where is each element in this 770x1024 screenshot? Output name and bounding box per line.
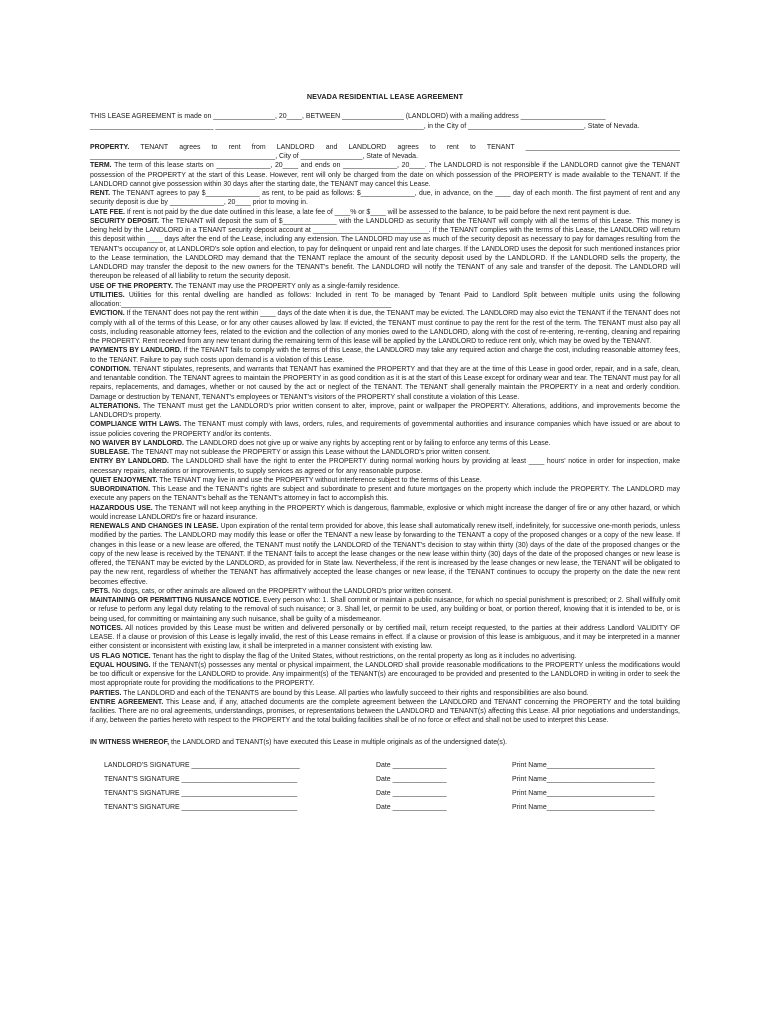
section-heading: COMPLIANCE WITH LAWS. xyxy=(90,421,182,429)
lease-section xyxy=(90,476,680,485)
section-heading: QUIET ENJOYMENT. xyxy=(90,476,158,484)
intro-paragraph: THIS LEASE AGREEMENT is made on ________________, 20____, BETWEEN ________________ (LANDLORD) with a mailing address ______________________ ________________________________ ______________________________________________________, in the City of ______________________________, State of Nevada. xyxy=(90,113,640,130)
section-body: All notices provided by this Lease must be written and delivered personally or by certified mail, return receipt requested, to the parties at their address Landlord VALIDITY OF LEASE. If a clause or provision of this Lease is legally invalid, the rest of this Lease remains in effect. If a clause or provision of this lease is ambiguous, and it may be interpreted in a manner either consistent or inconsistent with existing law, it shall be interpreted in a manner consistent with existing law. xyxy=(90,624,680,651)
date-line[interactable]: Date ______________ xyxy=(376,775,447,783)
section-body: This Lease and, if any, attached documents are the complete agreement between the LANDLORD and TENANT concerning the PROPERTY and the total building facilities. There are no oral agreements, understandings, promises, or representations between the LANDLORD and TENANT(s) affecting this Lease. All prior negotiations and understandings, if any, between the parties hereto with respect to the PROPERTY and the total building facilities shall be of no force or effect and shall not be used to interpret this Lease. xyxy=(90,698,680,725)
signature-row xyxy=(104,759,680,773)
section-body: If the TENANT fails to comply with the terms of this Lease, the LANDLORD may take any required action and charge the cost, including reasonable attorney fees, to the TENANT. Failure to pay such costs upon demand is a violation of this Lease. xyxy=(90,347,680,364)
lease-section xyxy=(90,217,680,282)
section-heading: EQUAL HOUSING. xyxy=(90,661,151,669)
section-body: The TENANT agrees to pay $______________ as rent, to be paid as follows: $______________, due, in advance, on the ____ day of each month. The first payment of rent and any security deposit is due by ______________, 20____ prior to moving in. xyxy=(90,190,680,207)
lease-document xyxy=(90,92,680,815)
section-heading: SECURITY DEPOSIT. xyxy=(90,217,160,225)
section-heading: SUBLEASE. xyxy=(90,449,130,456)
section-body: TENANT agrees to rent from LANDLORD and LANDLORD agrees to rent to TENANT ________________________________________ ________________________________________________, City of ________________, State of Nevada. xyxy=(90,143,680,160)
section-heading: HAZARDOUS USE. xyxy=(90,504,153,512)
date-line[interactable]: Date ______________ xyxy=(376,803,447,811)
print-name-line[interactable]: Print Name____________________________ xyxy=(512,761,655,769)
section-heading: UTILITIES. xyxy=(90,291,125,299)
lease-section xyxy=(90,189,680,208)
section-heading: TERM. xyxy=(90,162,112,170)
print-name-line[interactable]: Print Name____________________________ xyxy=(512,803,655,811)
lease-sections xyxy=(90,143,680,726)
section-heading: EVICTION. xyxy=(90,310,125,318)
lease-section xyxy=(90,282,680,291)
section-body: The TENANT may not sublease the PROPERTY or assign this Lease without the LANDLORD's prior written consent. xyxy=(129,449,491,456)
section-body: Upon expiration of the rental term provided for above, this lease shall automatically renew itself, indefinitely, for successive one-month periods, unless modified by the parties. The LANDLORD may modify this lease or offer the TENANT a new lease by forwarding to the TENANT a copy of the proposed changes or a copy of the new lease. If changes in this lease or a new lease are offered, the TENANT must notify the LANDLORD of the TENANT's decision to stay within thirty (30) days of the date of the proposed changes or the copy of the new lease is received by the TENANT. If the TENANT fails to accept the lease changes or the new lease within thirty (30) days of the date of the proposed changes or new lease is offered, the TENANT may be evicted by the LANDLORD, as provided for in State law. Nevertheless, if the rent is increased by the lease changes or new lease, the TENANT will be obligated to pay the new rent, regardless of whether the TENANT has affirmatively accepted the lease changes or new lease, if the TENANT continues to occupy the property on the date the new rent becomes effective. xyxy=(90,523,680,586)
section-body: TENANT stipulates, represents, and warrants that TENANT has examined the PROPERTY and that they are at the time of this Lease in good order, repair, and in a safe, clean, and tenantable condition. The TENANT agrees to maintain the PROPERTY in as good condition as it is at the start of this Lease except for ordinary wear and tear. The TENANT must pay for all repairs, replacements, and damages, whether or not caused by the act or neglect of the TENANT. The TENANT shall generally maintain the PROPERTY in a neat and orderly condition. Damage or destruction by TENANT, TENANT's employees or TENANT's visitors of the PROPERTY shall constitute a violation of this Lease. xyxy=(90,365,680,401)
section-heading: RENT. xyxy=(90,190,111,197)
lease-section xyxy=(90,309,680,346)
lease-section xyxy=(90,291,680,310)
signature-line[interactable]: TENANT'S SIGNATURE ______________________________ xyxy=(104,803,298,811)
lease-section xyxy=(90,143,680,162)
section-body: Utilities for this rental dwelling are handled as follows: Included in rent To be managed by Tenant Paid to Landlord Split between multiple units using the following allocation:______________________________________________________________________ xyxy=(90,291,680,308)
signature-line[interactable]: TENANT'S SIGNATURE ______________________________ xyxy=(104,775,298,783)
lease-section xyxy=(90,504,680,523)
document-title: NEVADA RESIDENTIAL LEASE AGREEMENT xyxy=(306,92,464,101)
section-body: If rent is not paid by the due date outlined in this lease, a late fee of ____% or $____ will be assessed to the balance, to be paid before the next rent payment is due. xyxy=(124,208,631,216)
signature-line[interactable]: LANDLORD'S SIGNATURE ____________________________ xyxy=(104,761,300,769)
lease-section xyxy=(90,346,680,365)
section-body: The TENANT must comply with laws, orders, rules, and requirements of governmental authorities and insurance companies which have issued or are about to issue policies covering the PROPERTY and/or its contents. xyxy=(90,421,680,438)
section-body: The LANDLORD shall have the right to enter the PROPERTY during normal working hours by providing at least ____ hours' notice in order for inspection, make necessary repairs, alterations or improvements, to supply services as agreed or for any reasonable purpose. xyxy=(90,458,680,475)
section-heading: PETS. xyxy=(90,587,111,595)
print-name-line[interactable]: Print Name____________________________ xyxy=(512,789,655,797)
signature-line[interactable]: TENANT'S SIGNATURE ______________________________ xyxy=(104,789,298,797)
lease-section xyxy=(90,208,680,217)
signature-block xyxy=(104,759,680,815)
section-heading: SUBORDINATION. xyxy=(90,486,150,493)
lease-section xyxy=(90,365,680,402)
lease-section xyxy=(90,485,680,504)
section-body: The TENANT will not keep anything in the PROPERTY which is dangerous, flammable, explosive or which might increase the danger of fire or any other hazard, or which would increase LANDLORD's fire or hazard insurance. xyxy=(90,504,680,521)
section-body: No dogs, cats, or other animals are allowed on the PROPERTY without the LANDLORD's prior written consent. xyxy=(110,587,453,595)
section-body: The TENANT will deposit the sum of $______________ with the LANDLORD as security that the TENANT will comply with all the terms of this Lease. This money is being held by the LANDLORD in a TENANT security deposit account at ______________________________. If the TENANT complies with the terms of this Lease, the LANDLORD will return this deposit within ____ days after the end of the Lease, including any extension. The LANDLORD may use as much of the security deposit as necessary to pay for damages resulting from the TENANT's occupancy or, at LANDLORD's sole option and election, to pay for delinquent or unpaid rent and late charges. If the LANDLORD uses the deposit for such mentioned instances prior to the Lease termination, the LANDLORD may demand that the TENANT replace the amount of the security deposit used by the LANDLORD. If the LANDLORD sells the property, the LANDLORD may transfer the deposit to the new owners for the TENANT's benefit. The LANDLORD will notify the TENANT of any sale and transfer of the deposit. The LANDLORD will thereupon be released of all liability to return the security deposit. xyxy=(90,217,680,281)
witness-body: the LANDLORD and TENANT(s) have executed this Lease in multiple originals as of the undersigned date(s). xyxy=(169,738,508,746)
section-heading: NOTICES. xyxy=(90,624,123,632)
section-heading: PROPERTY. xyxy=(90,143,130,151)
lease-section xyxy=(90,596,680,624)
section-heading: ENTRY BY LANDLORD. xyxy=(90,458,169,466)
witness-heading: IN WITNESS WHEREOF, xyxy=(90,738,170,746)
section-heading: RENEWALS AND CHANGES IN LEASE. xyxy=(90,523,219,530)
section-heading: CONDITION. xyxy=(90,365,131,373)
lease-section xyxy=(90,402,680,421)
witness-paragraph xyxy=(90,738,680,747)
section-heading: PAYMENTS BY LANDLORD. xyxy=(90,347,182,355)
section-body: The LANDLORD does not give up or waive any rights by accepting rent or by failing to enforce any terms of this Lease. xyxy=(183,439,551,447)
lease-section xyxy=(90,439,680,448)
section-heading: US FLAG NOTICE. xyxy=(90,652,151,660)
lease-section xyxy=(90,420,680,439)
section-body: Every person who: 1. Shall commit or maintain a public nuisance, for which no special punishment is prescribed; or 2. Shall willfully omit or refuse to perform any legal duty relating to the removal of such nuisance; or 3. Shall let, or permit to be used, any building or boat, or portion thereof, knowing that it is intended to be, or is being used, for committing or maintaining any such nuisance, shall be guilty of a misdemeanor. xyxy=(90,597,680,623)
lease-section xyxy=(90,698,680,726)
section-body: The LANDLORD and each of the TENANTS are bound by this Lease. All parties who lawfully succeed to their rights and responsibilities are also bound. xyxy=(121,689,589,697)
section-body: If the TENANT(s) possesses any mental or physical impairment, the LANDLORD shall provide reasonable modifications to the PROPERTY unless the modifications would be too difficult or expensive for the LANDLORD to provide. Any impairment(s) of the TENANT(s) are encouraged to be provided and presented to the LANDLORD in writing in order to seek the most appropriate route for providing the modifications to the PROPERTY. xyxy=(90,661,680,688)
date-line[interactable]: Date ______________ xyxy=(376,789,447,797)
section-heading: LATE FEE. xyxy=(90,208,125,216)
signature-row xyxy=(104,787,680,801)
lease-section xyxy=(90,522,680,587)
lease-section xyxy=(90,448,680,457)
section-heading: MAINTAINING OR PERMITTING NUISANCE NOTICE. xyxy=(90,597,262,604)
section-heading: USE OF THE PROPERTY. xyxy=(90,282,173,290)
section-body: The TENANT may live in and use the PROPERTY without interference subject to the terms of this Lease. xyxy=(157,476,482,484)
lease-section xyxy=(90,457,680,476)
lease-section xyxy=(90,661,680,689)
signature-row xyxy=(104,773,680,787)
section-body: Tenant has the right to display the flag of the United States, without restrictions, on the rental property as long as it includes no advertising. xyxy=(150,652,577,660)
signature-row xyxy=(104,801,680,815)
section-body: If the TENANT does not pay the rent within ____ days of the date when it is due, the TENANT may be evicted. The LANDLORD may also evict the TENANT if the TENANT does not comply with all of the terms of this Lease, or for any other causes allowed by law. If evicted, the TENANT must continue to pay the rent for the rest of the term. The TENANT must also pay all costs, including reasonable attorney fees, related to the eviction and the collection of any monies owed to the LANDLORD, along with the cost of re-entering, re-renting, cleaning and repairing the PROPERTY. Rent received from any new tenant during the remaining term of this lease will be applied by the LANDLORD to reduce rent only, which may be owed by the TENANT. xyxy=(90,310,680,345)
section-body: The term of this lease starts on ______________, 20____ and ends on ______________, 20____. The LANDLORD is not responsible if the LANDLORD cannot give the TENANT possession of the PROPERTY at the start of this Lease. However, rent will only be charged from the date on which possession of the PROPERTY is made available to the TENANT. If the LANDLORD cannot give possession within 30 days after the starting date, the TENANT may cancel this Lease. xyxy=(90,162,680,188)
section-body: This Lease and the TENANT's rights are subject and subordinate to present and future mortgages on the property which include the PROPERTY. The LANDLORD may execute any papers on the TENANT's behalf as the TENANT's attorney in fact to accomplish this. xyxy=(90,486,680,503)
section-body: The TENANT may use the PROPERTY only as a single-family residence. xyxy=(172,282,400,290)
section-heading: ENTIRE AGREEMENT. xyxy=(90,698,164,706)
section-heading: NO WAIVER BY LANDLORD. xyxy=(90,439,184,447)
lease-section xyxy=(90,624,680,652)
section-body: The TENANT must get the LANDLORD's prior written consent to alter, improve, paint or wallpaper the PROPERTY. Alterations, additions, and improvements become the LANDLORD's property. xyxy=(90,402,680,419)
lease-section xyxy=(90,689,680,698)
print-name-line[interactable]: Print Name____________________________ xyxy=(512,775,655,783)
section-heading: ALTERATIONS. xyxy=(90,402,141,410)
lease-section xyxy=(90,161,680,189)
lease-section xyxy=(90,652,680,661)
date-line[interactable]: Date ______________ xyxy=(376,761,447,769)
section-heading: PARTIES. xyxy=(90,689,122,697)
lease-section xyxy=(90,587,680,596)
